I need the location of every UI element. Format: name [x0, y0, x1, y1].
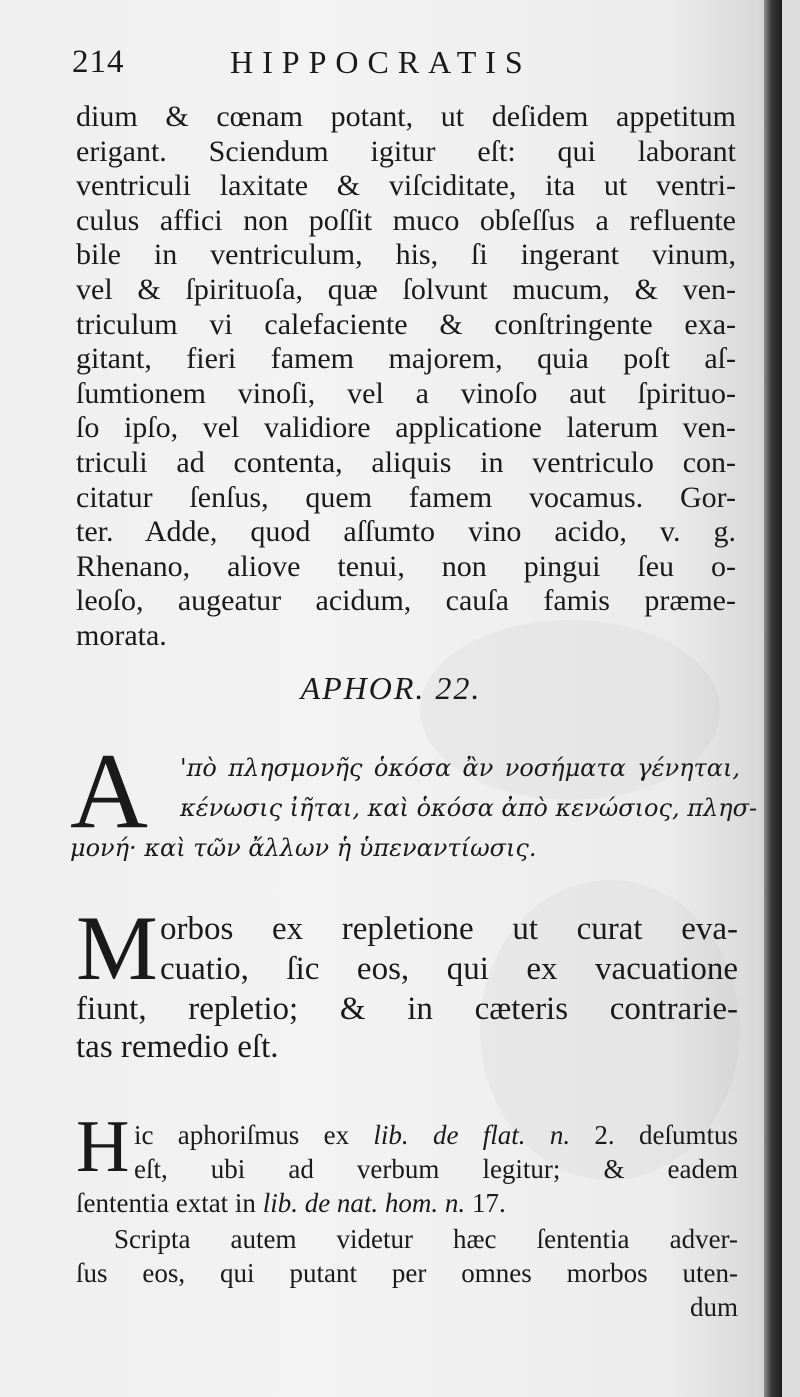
greek-aphorism: [70, 732, 758, 864]
greek-line: κένωσις ἰῆται, καὶ ὁκόσα ἀπὸ κενώσιος, πλησ-: [180, 794, 758, 822]
page-header: [72, 44, 732, 94]
catchword: dum: [689, 1292, 738, 1322]
commentary-top: [76, 100, 736, 654]
text-line: fiunt, repletio; & in cæteris contrarie-: [76, 991, 738, 1027]
drop-cap: M: [76, 897, 158, 999]
text-line: Rhenano, aliove tenui, non pingui ſeu o-: [76, 549, 736, 583]
text-line: citatur ſenſus, quem famem vocamus. Gor-: [76, 480, 736, 514]
text-line: gitant, fieri famem majorem, quia poſt aſ-: [76, 342, 736, 376]
aphorism-heading: APHOR. 22.: [300, 670, 482, 706]
latin-translation: [76, 897, 738, 1068]
greek-line: μονή· καὶ τῶν ἄλλων ἡ ὑπεναντίωσις.: [70, 834, 537, 862]
text-line: dium & cœnam potant, ut deſidem appetitum: [76, 100, 736, 133]
text-line: leoſo, augeatur acidum, cauſa famis præme-: [76, 584, 736, 618]
drop-cap: H: [76, 1106, 130, 1188]
text-line: culus affici non poſſit muco obſeſſus a refluente: [76, 203, 736, 237]
text-line: triculi ad contenta, aliquis in ventriculo con-: [76, 445, 736, 479]
text-line: cuatio, ſic eos, qui ex vacuatione: [160, 951, 738, 987]
text-line: Scripta autem videtur hæc ſententia adver-: [114, 1224, 738, 1254]
text-line: vel & ſpirituoſa, quæ ſolvunt mucum, & ven-: [76, 272, 736, 306]
page-number: 214: [72, 44, 125, 80]
greek-initial: A: [70, 732, 148, 851]
text-line: ter. Adde, quod aſſumto vino acido, v. g.: [76, 515, 736, 549]
text-line: bile in ventriculum, his, ſi ingerant vinum,: [76, 238, 736, 272]
text-line: ſumtionem vinoſi, vel a vinoſo aut ſpirituo-: [76, 376, 736, 410]
text-line: erigant. Sciendum igitur eſt: qui laborant: [76, 134, 736, 168]
commentary-bottom: [76, 1106, 738, 1375]
text-line: eſt, ubi ad verbum legitur; & eadem: [134, 1154, 738, 1184]
text-line: ic aphoriſmus ex lib. de flat. n. 2. deſumtus: [134, 1120, 738, 1150]
text-line: ſo ipſo, vel validiore applicatione laterum ven-: [76, 411, 736, 445]
text-line: triculum vi calefaciente & conſtringente exa-: [76, 307, 736, 341]
text-line: ſus eos, qui putant per omnes morbos uten-: [76, 1258, 738, 1288]
running-head: HIPPOCRATIS: [230, 44, 532, 80]
text-line: orbos ex repletione ut curat eva-: [160, 911, 738, 947]
page-edge-shadow: [764, 0, 782, 1397]
text-line: tas remedio eſt.: [76, 1029, 279, 1065]
text-line: ventriculi laxitate & viſciditate, ita ut ventri-: [76, 169, 736, 203]
text-line: ſententia extat in lib. de nat. hom. n. 17.: [76, 1188, 506, 1218]
text-line: morata.: [76, 618, 167, 652]
greek-line: 'πὸ πλησμονῆς ὁκόσα ἂν νοσήματα γένηται,: [180, 754, 740, 782]
